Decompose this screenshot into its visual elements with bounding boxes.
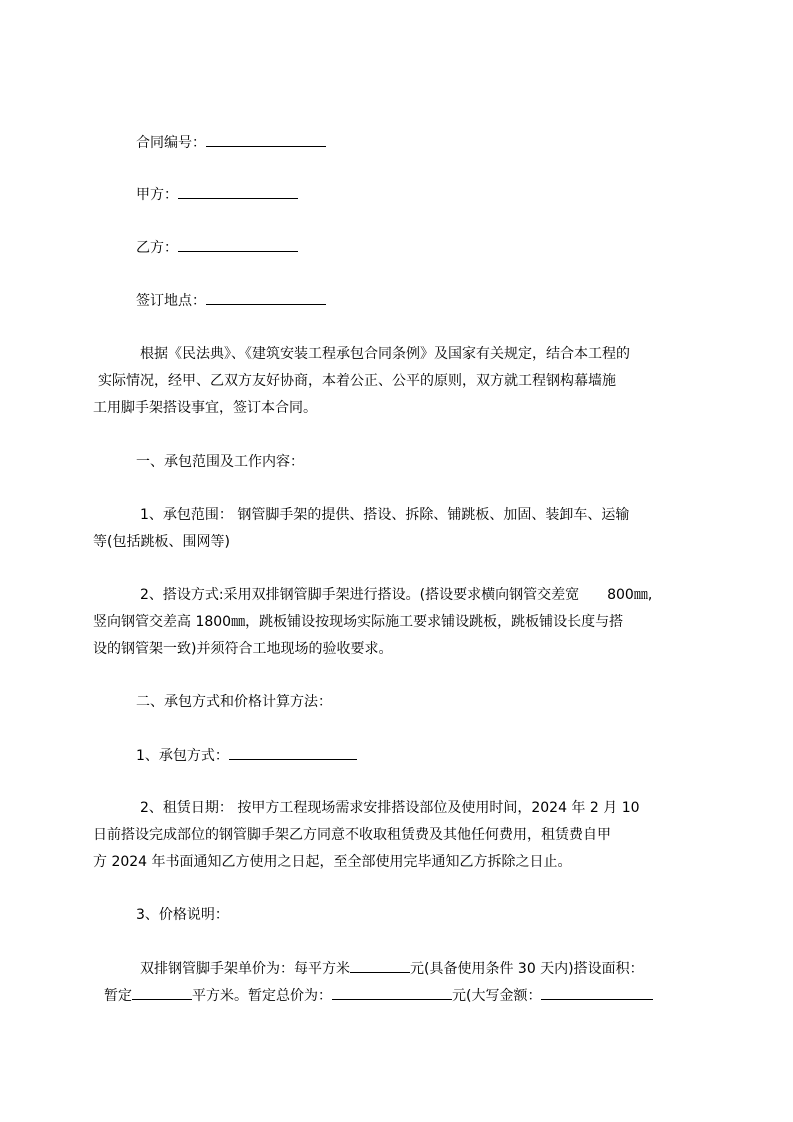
contract-mode-blank (229, 745, 357, 760)
sign-place-label: 签订地点： (136, 293, 206, 309)
unit-price-label: 双排钢管脚手架单价为：每平方米 (140, 961, 350, 977)
area-label: 暂定 (104, 988, 132, 1004)
scope-line-2: 等(包括跳板、围网等) (93, 534, 230, 550)
contract-mode-label: 1、承包方式： (136, 748, 229, 764)
party-a-row (136, 184, 298, 204)
party-b-row (136, 237, 298, 257)
price-line-2 (104, 985, 653, 1005)
party-a-blank (178, 184, 298, 199)
sign-place-blank (206, 290, 326, 305)
method-width-value: 800㎜, (607, 587, 653, 603)
method-line-1 (140, 585, 652, 605)
method-line-2: 竖向钢管交差高 1800㎜，跳板铺设按现场实际施工要求铺设跳板，跳板铺设长度与搭 (93, 614, 624, 630)
lease-line-2: 日前搭设完成部位的钢管脚手架乙方同意不收取租赁费及其他任何费用，租赁费自甲 (93, 827, 611, 843)
total-blank (332, 985, 452, 1000)
intro-line-3: 工用脚手架搭设事宜，签订本合同。 (93, 400, 317, 416)
lease-line-3: 方 2024 年书面通知乙方使用之日起，至全部使用完毕通知乙方拆除之日止。 (93, 854, 572, 870)
unit-price-blank (350, 958, 410, 973)
method-line-3: 设的钢管架一致)并须符合工地现场的验收要求。 (93, 641, 393, 657)
lease-line-1: 2、租赁日期： 按甲方工程现场需求安排搭设部位及使用时间，2024 年 2 月 10 (140, 800, 640, 816)
intro-line-2: 实际情况，经甲、乙双方友好协商，本着公正、公平的原则，双方就工程钢构幕墙施 (98, 373, 616, 389)
area-blank (132, 985, 192, 1000)
sign-place-row (136, 290, 326, 310)
party-b-blank (178, 237, 298, 252)
method-line-1-text: 2、搭设方式:采用双排钢管脚手架进行搭设。(搭设要求横向钢管交差宽 (140, 587, 580, 603)
contract-no-row (136, 132, 326, 152)
party-b-label: 乙方： (136, 240, 178, 256)
unit-price-suffix: 元(具备使用条件 30 天内)搭设面积： (410, 961, 644, 977)
capital-amount-blank (541, 985, 653, 1000)
total-label: 平方米。暂定总价为： (192, 988, 332, 1004)
section2-heading: 二、承包方式和价格计算方法： (136, 694, 332, 710)
price-line-1 (140, 958, 644, 978)
party-a-label: 甲方： (136, 187, 178, 203)
scope-line-1: 1、承包范围： 钢管脚手架的提供、搭设、拆除、铺跳板、加固、装卸车、运输 (140, 507, 630, 523)
section1-heading: 一、承包范围及工作内容： (136, 454, 304, 470)
capital-amount-label: 元(大写金额： (452, 988, 542, 1004)
intro-line-1: 根据《民法典》、《建筑安装工程承包合同条例》及国家有关规定，结合本工程的 (140, 346, 630, 362)
contract-no-label: 合同编号： (136, 135, 206, 151)
contract-mode-row (136, 745, 357, 765)
price-heading: 3、价格说明： (136, 907, 229, 923)
contract-no-blank (206, 132, 326, 147)
